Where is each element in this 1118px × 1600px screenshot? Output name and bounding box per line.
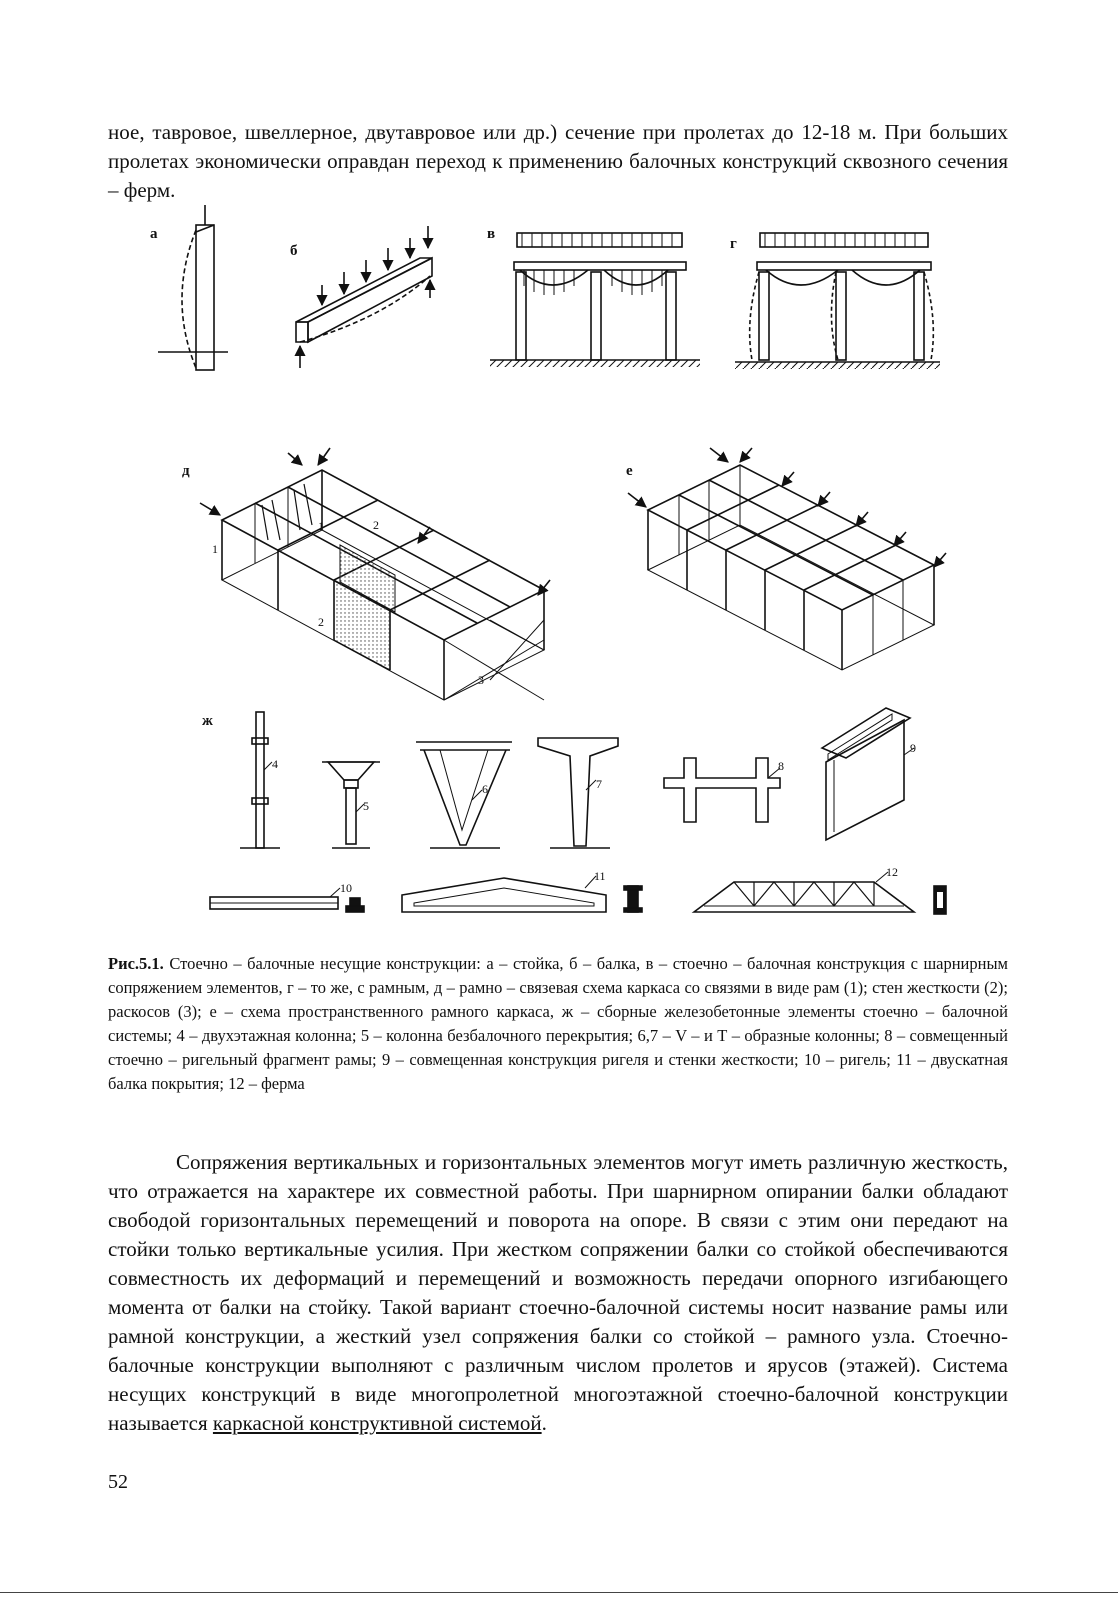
label-g: г bbox=[730, 236, 737, 252]
diagram-a-column bbox=[150, 205, 228, 370]
page-number: 52 bbox=[108, 1471, 128, 1493]
caption-text: Стоечно – балочные несущие конструкции: а – стойка, б – балка, в – стоечно – балочная конструкция с шарнирным сопряжением элементов, г – то же, с рамным, д – рамно – связевая схема каркаса со связями в виде рам (1); стен жесткости (2); раскосов (3); е – схема пространственного рамного каркаса, ж – сборные железобетонные элементы стоечно – балочной системы; 4 – двухэтажная колонна; 5 – колонна безбалочного перекрытия; 6,7 – V – и Т – образные колонны; 8 – совмещенный стоечно – ригельный фрагмент рамы; 9 – совмещенная конструкция ригеля и стенки жесткости; 10 – ригель; 11 – двускатная балка покрытия; 12 – ферма bbox=[108, 954, 1008, 1093]
skeleton-system-term: каркасной конструктивной системой bbox=[212, 1411, 542, 1435]
paragraph-top: ное, тавровое, швеллерное, двутавровое или др.) сечение при пролетах до 12-18 м. При больших пролетах экономически оправдан переход к применению балочных конструкций сквозного сечения – ферм. bbox=[108, 120, 1008, 202]
diagram-d-braced-frame bbox=[182, 448, 550, 700]
num-9: 9 bbox=[910, 741, 916, 755]
label-zh: ж bbox=[202, 713, 213, 729]
figure-caption bbox=[108, 952, 1008, 1096]
diagram-b-beam bbox=[290, 226, 432, 368]
num-1: 1 bbox=[212, 542, 218, 556]
diagram-v-hinged-frame bbox=[487, 226, 700, 367]
paragraph-main-text: Сопряжения вертикальных и горизонтальных элементов могут иметь различную жесткость, что отражается на характере их совместной работы. При шарнирном опирании балки обладают свободой горизонтальных перемещений и поворота на опоре. В связи с этим они передают на стойки только вертикальные усилия. При жестком сопряжении балки со стойкой обеспечиваются совместность их деформаций и перемещений и возможность передачи опорного изгибающего момента от балки на стойку. Такой вариант стоечно-балочной системы носит название рамы или рамной конструкции, а жесткий узел сопряжения балки со стойкой – рамного узла. Стоечно-балочные конструкции выполняют с различным числом пролетов и ярусов (этажей). Система несущих конструкций в виде многопролетной многоэтажной стоечно-балочной конструкции называется bbox=[108, 1150, 1008, 1435]
element-9-girder-wall bbox=[822, 708, 916, 840]
page-bottom-rule bbox=[0, 1592, 1118, 1593]
label-v: в bbox=[487, 226, 496, 242]
element-4-two-storey-column bbox=[240, 712, 280, 848]
element-6-v-column bbox=[416, 742, 512, 848]
num-1b: 1 bbox=[318, 519, 324, 533]
num-5: 5 bbox=[363, 799, 369, 813]
paragraph-main bbox=[108, 1148, 1008, 1438]
element-10-girder bbox=[210, 881, 364, 912]
element-5-flat-slab-column bbox=[322, 762, 380, 848]
diagram-zh-precast-elements bbox=[202, 708, 946, 914]
label-e: е bbox=[626, 463, 633, 479]
num-2: 2 bbox=[373, 518, 379, 532]
num-2b: 2 bbox=[318, 615, 324, 629]
num-11: 11 bbox=[594, 869, 606, 883]
label-b: б bbox=[290, 243, 298, 259]
element-11-gable-beam bbox=[402, 869, 642, 912]
num-8: 8 bbox=[778, 759, 784, 773]
num-6: 6 bbox=[482, 782, 488, 796]
num-3: 3 bbox=[478, 673, 484, 687]
num-10: 10 bbox=[340, 881, 352, 895]
diagram-g-rigid-frame bbox=[730, 233, 940, 369]
paragraph-main-end: . bbox=[541, 1411, 547, 1435]
num-12: 12 bbox=[886, 865, 898, 879]
label-d: д bbox=[182, 463, 190, 479]
caption-label: Рис.5.1. bbox=[108, 954, 164, 973]
element-7-t-column bbox=[538, 738, 618, 848]
num-7: 7 bbox=[596, 777, 602, 791]
element-12-truss bbox=[694, 865, 946, 914]
diagram-e-space-frame bbox=[626, 448, 946, 670]
num-4: 4 bbox=[272, 757, 278, 771]
label-a: а bbox=[150, 226, 158, 242]
element-8-frame-fragment bbox=[664, 758, 784, 822]
